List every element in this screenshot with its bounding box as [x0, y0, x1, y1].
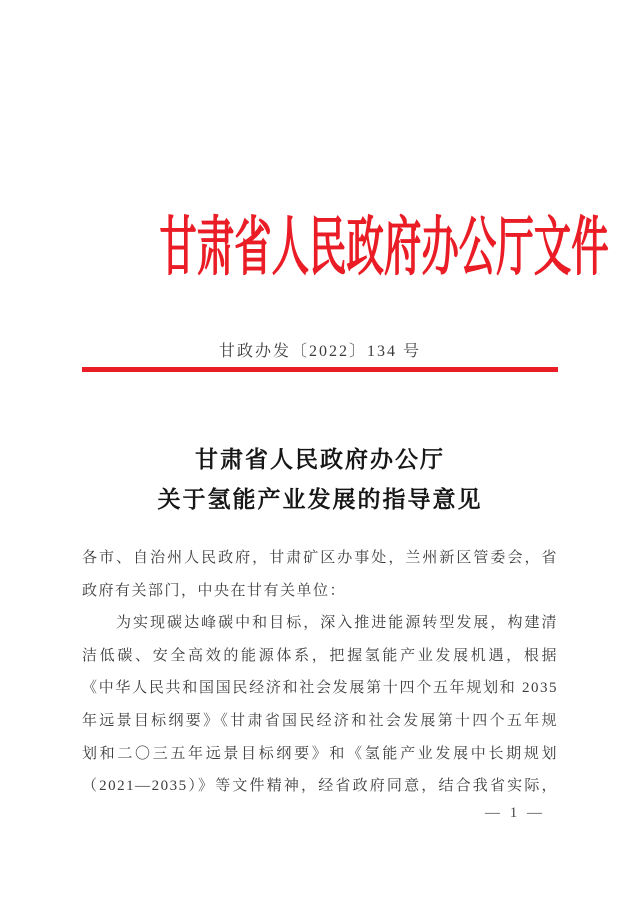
body-line: 《中华人民共和国国民经济和社会发展第十四个五年规划和 2035 [82, 680, 558, 697]
body-line: 各市、自治州人民政府，甘肃矿区办事处，兰州新区管委会，省 [82, 550, 558, 566]
letterhead-banner [0, 213, 640, 282]
body-line: 为实现碳达峰碳中和目标，深入推进能源转型发展，构建清 [116, 615, 558, 632]
page-number: — 1 — [485, 805, 545, 821]
document-number: 甘政办发〔2022〕134 号 [218, 343, 421, 360]
document-title-line1: 甘肃省人民政府办公厅 [195, 447, 445, 472]
document-title [0, 443, 640, 523]
letterhead-title: 甘肃省人民政府办公厅文件 [159, 212, 609, 283]
body-line: （2021—2035）》等文件精神，经省政府同意，结合我省实际， [82, 778, 558, 795]
body-line: 划和二〇三五年远景目标纲要》和《氢能产业发展中长期规划 [82, 745, 558, 762]
red-divider-line [82, 367, 558, 372]
body-line: 政府有关部门，中央在甘有关单位： [82, 582, 347, 599]
document-title-line2: 关于氢能产业发展的指导意见 [157, 487, 483, 512]
document-body [82, 542, 558, 803]
body-line: 洁低碳、安全高效的能源体系，把握氢能产业发展机遇，根据 [82, 647, 558, 664]
body-line: 年远景目标纲要》《甘肃省国民经济和社会发展第十四个五年规 [82, 712, 558, 729]
